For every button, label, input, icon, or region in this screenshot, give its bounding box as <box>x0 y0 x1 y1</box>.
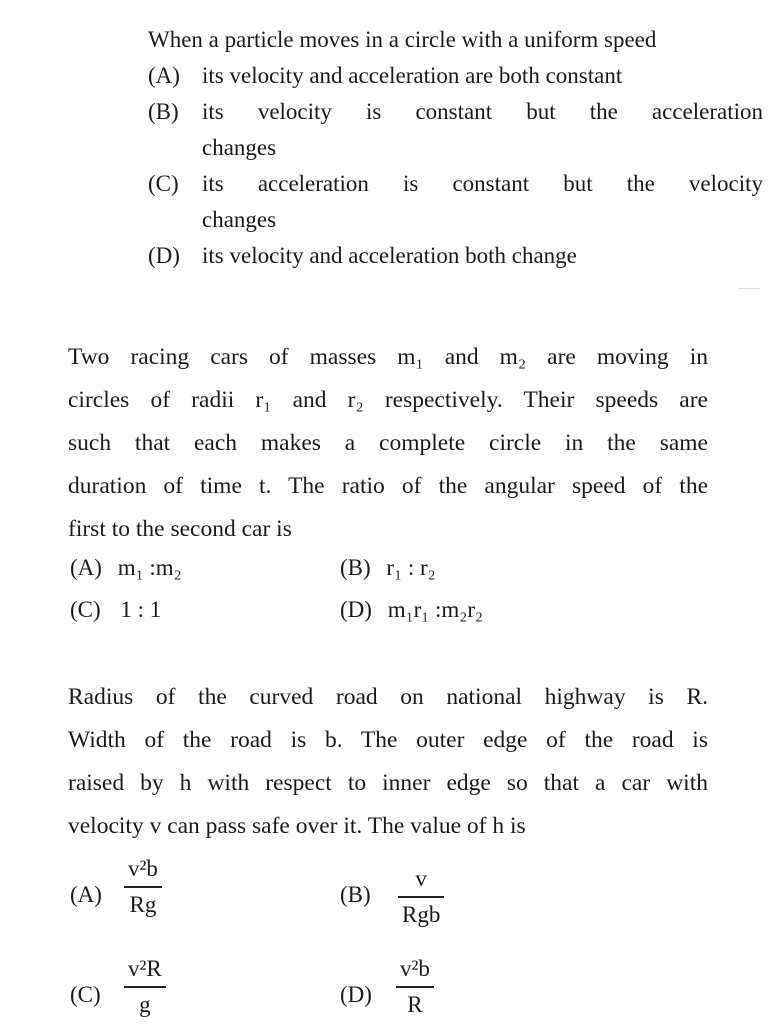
option-text: r₁ : r₂ <box>386 555 436 580</box>
fraction-numerator: v²R <box>128 956 162 981</box>
option-label: (C) <box>148 171 179 196</box>
question-3-line: raised by h with respect to inner edge so that a car with <box>68 770 708 796</box>
fraction-numerator: v²b <box>128 856 158 881</box>
fraction-numerator: v²b <box>400 956 430 981</box>
question-2-option-c <box>70 595 161 625</box>
question-3-option-c-label: (C) <box>70 982 101 1007</box>
option-text: m₁ :m₂ <box>117 555 182 580</box>
question-1-option-c <box>148 166 763 238</box>
question-2-option-d <box>340 595 483 625</box>
option-text: 1 : 1 <box>120 597 162 622</box>
question-3-line: Radius of the curved road on national highway is R. <box>68 684 708 710</box>
option-text-line-1: its velocity is constant but the acceleration <box>202 99 763 124</box>
fraction-denominator: g <box>124 986 166 1018</box>
option-label: (D) <box>148 243 180 268</box>
question-3-line: Width of the road is b. The outer edge of the road is <box>68 727 708 753</box>
option-label: (A) <box>148 63 180 88</box>
option-label: (C) <box>70 597 101 622</box>
question-2-line: circles of radii r₁ and r₂ respectively. Their speeds are <box>68 387 708 413</box>
fraction-denominator: R <box>396 986 434 1018</box>
question-2-line: duration of time t. The ratio of the angular speed of the <box>68 473 708 499</box>
option-text-line-2: changes <box>202 207 277 232</box>
fraction-denominator: Rg <box>124 886 162 918</box>
question-2-line: first to the second car is <box>68 516 292 542</box>
question-3-option-a-fraction <box>124 856 162 918</box>
question-1 <box>148 22 763 274</box>
fraction-numerator: v <box>415 866 427 891</box>
question-3-option-c-fraction <box>124 956 166 1018</box>
question-2-option-b <box>340 553 436 583</box>
question-2-stem <box>68 336 708 551</box>
question-2-option-a <box>70 553 182 583</box>
question-3-option-b-label: (B) <box>340 882 371 907</box>
question-3-stem <box>68 676 708 848</box>
option-label: (B) <box>340 555 371 580</box>
option-label: (A) <box>70 555 102 580</box>
option-text: its velocity and acceleration are both constant <box>202 63 623 88</box>
divider <box>738 288 760 289</box>
fraction-denominator: Rgb <box>398 896 444 928</box>
option-text: m₁r₁ :m₂r₂ <box>387 597 484 622</box>
question-3-option-a-label: (A) <box>70 882 102 907</box>
question-1-option-b <box>148 94 763 166</box>
question-3-option-b-fraction <box>398 866 444 928</box>
question-1-option-a <box>148 58 763 94</box>
question-1-option-d <box>148 238 763 274</box>
option-label: (B) <box>148 99 179 124</box>
option-label: (D) <box>340 597 372 622</box>
option-text-line-2: changes <box>202 135 277 160</box>
question-3-option-d-fraction <box>396 956 434 1018</box>
option-text: its velocity and acceleration both change <box>202 243 577 268</box>
question-2-line: Two racing cars of masses m₁ and m₂ are moving in <box>68 344 708 370</box>
question-2-line: such that each makes a complete circle in the same <box>68 430 708 456</box>
question-1-stem: When a particle moves in a circle with a uniform speed <box>148 27 657 52</box>
question-3-line: velocity v can pass safe over it. The value of h is <box>68 813 526 839</box>
question-3-option-d-label: (D) <box>340 982 372 1007</box>
option-text-line-1: its acceleration is constant but the velocity <box>202 171 763 196</box>
